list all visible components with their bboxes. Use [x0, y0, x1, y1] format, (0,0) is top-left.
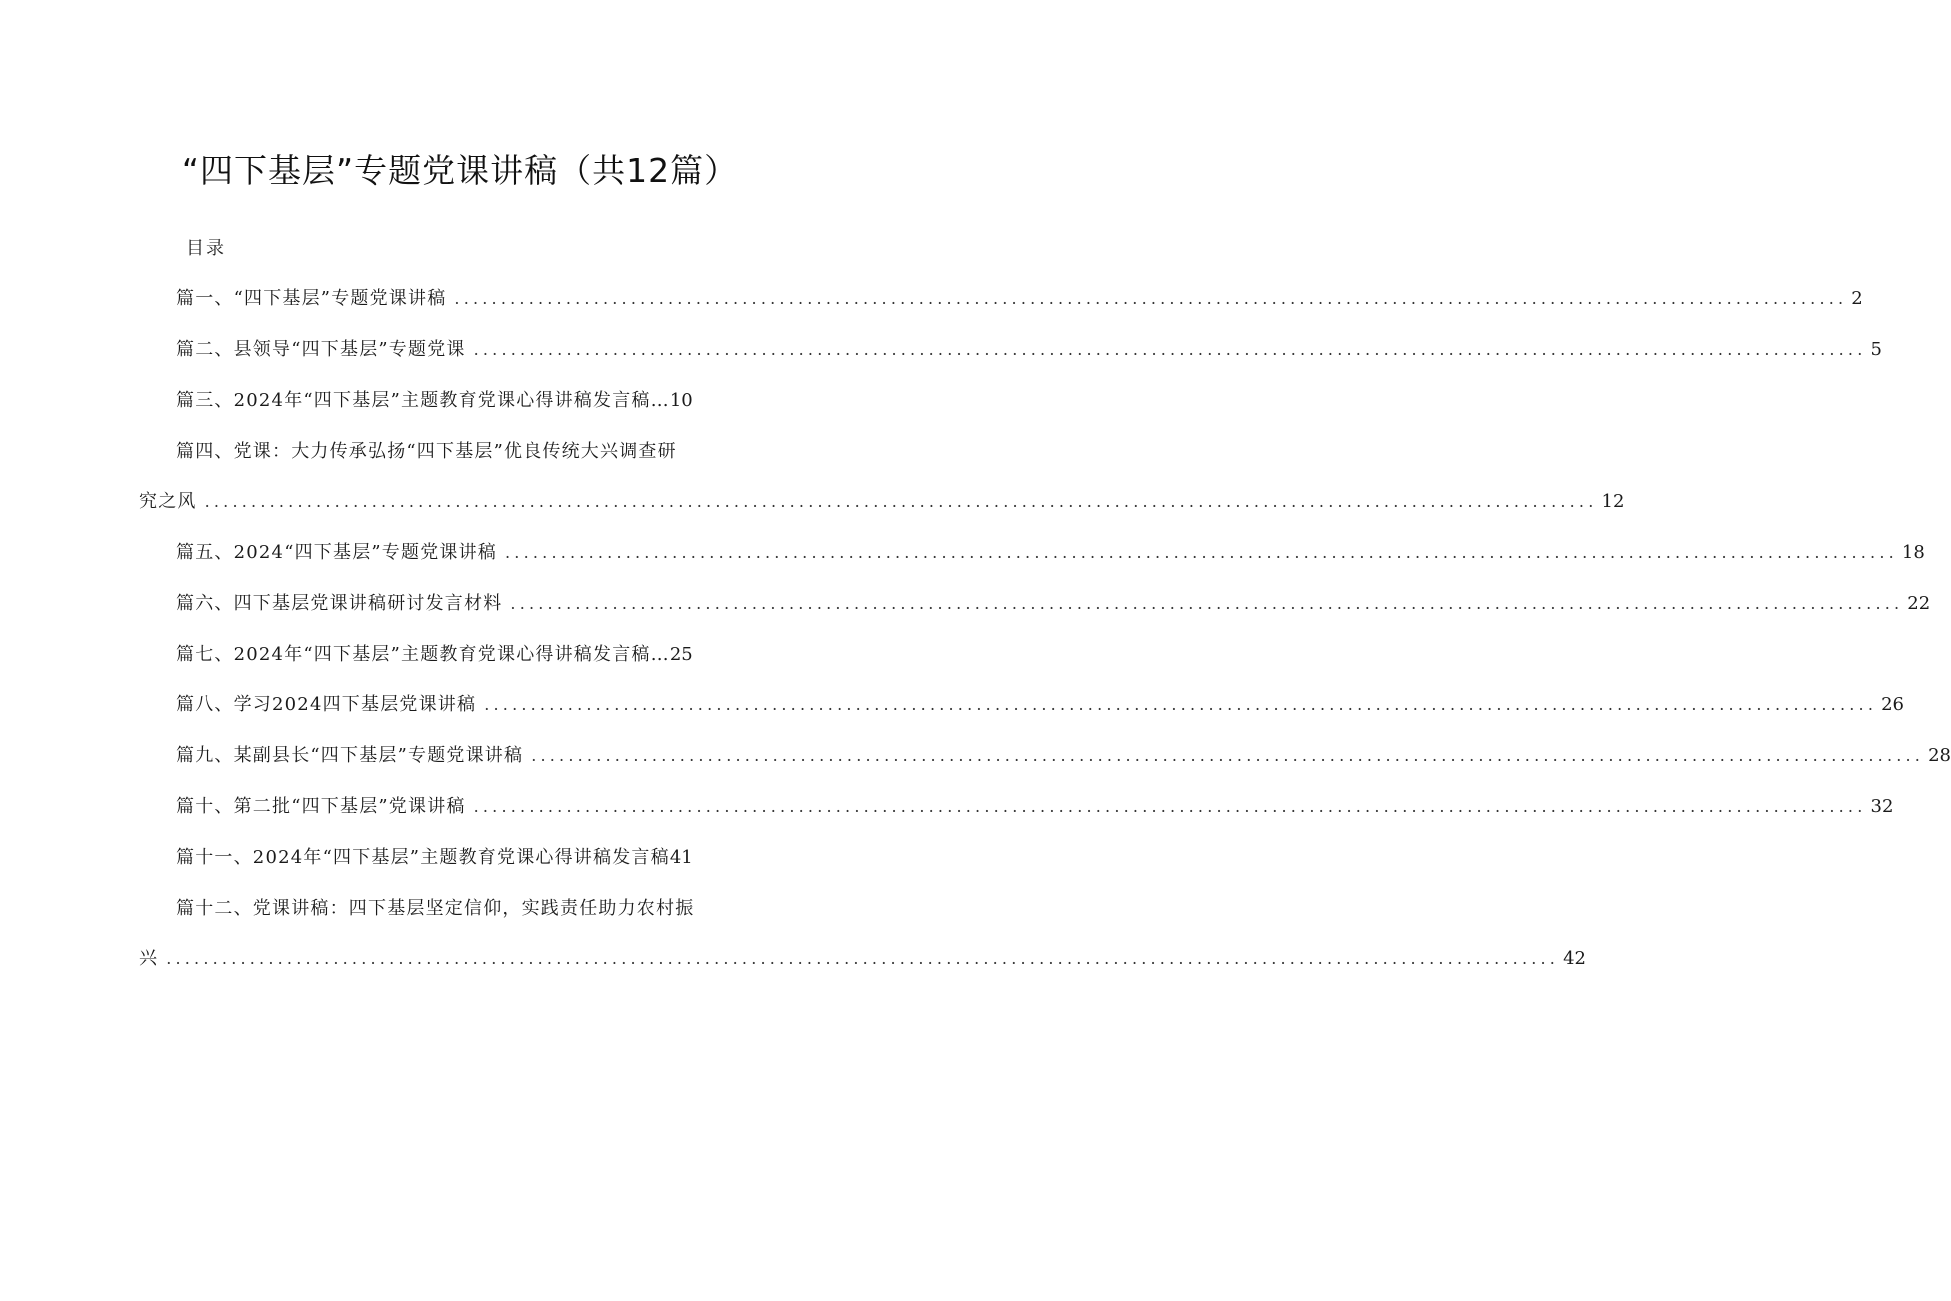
toc-entry-page: 5 [1870, 339, 1882, 360]
toc-entry[interactable] [176, 540, 1925, 566]
toc-entry-title: 篇一、“四下基层”专题党课讲稿 [176, 288, 447, 309]
toc-leader-dots: ...................................................................................................................................................... [505, 543, 1898, 562]
toc-entry-page: 28 [1928, 745, 1951, 766]
toc-leader-dots: ...................................................................................................................................................... [473, 797, 1867, 816]
toc-entry-page: 2 [1851, 288, 1863, 309]
toc-entry-page: 32 [1870, 796, 1894, 817]
toc-entry-title: 兴 [139, 948, 159, 969]
toc-entry-title: 篇九、某副县长“四下基层”专题党课讲稿 [176, 745, 524, 766]
toc-entry[interactable] [176, 388, 693, 414]
toc-entry-title: 篇五、2024“四下基层”专题党课讲稿 [176, 542, 498, 563]
toc-entry-title-line1[interactable]: 篇十二、党课讲稿：四下基层坚定信仰，实践责任助力农村振 [176, 898, 695, 919]
toc-entry-page: 26 [1881, 694, 1905, 715]
toc-entry[interactable] [176, 337, 1882, 363]
toc-entry[interactable] [176, 642, 693, 668]
toc-heading: 目录 [186, 238, 226, 259]
toc-entry-page: 18 [1901, 542, 1925, 563]
toc-entry-title: 究之风 [139, 491, 197, 512]
toc-entry-page: 10 [669, 390, 693, 411]
toc-entry[interactable] [139, 946, 1586, 972]
toc-entry[interactable] [176, 286, 1863, 312]
toc-entry-title: 篇十一、2024年“四下基层”主题教育党课心得讲稿发言稿 [176, 847, 670, 868]
toc-entry-page: 12 [1601, 491, 1625, 512]
toc-leader-dots: ...................................................................................................................................................... [531, 746, 1925, 765]
toc-entry-page: 41 [669, 847, 693, 868]
toc-leader-dots: ...................................................................................................................................................... [204, 492, 1598, 511]
toc-entry-title: 篇六、四下基层党课讲稿研讨发言材料 [176, 593, 503, 614]
toc-entry[interactable] [176, 591, 1931, 617]
toc-entry-title: 篇八、学习2024四下基层党课讲稿 [176, 694, 477, 715]
toc-entry[interactable] [176, 794, 1894, 820]
toc-entry-title: 篇三、2024年“四下基层”主题教育党课心得讲稿发言稿… [176, 390, 670, 411]
toc-leader-dots: ...................................................................................................................................................... [454, 289, 1848, 308]
toc-entry-title: 篇十、第二批“四下基层”党课讲稿 [176, 796, 466, 817]
toc-entry[interactable] [176, 845, 693, 871]
toc-entry[interactable] [176, 692, 1905, 718]
toc-entry[interactable] [139, 489, 1625, 515]
toc-entry-page: 42 [1563, 948, 1586, 969]
toc-entry-page: 22 [1907, 593, 1931, 614]
toc-leader-dots: ...................................................................................................................................................... [473, 340, 1867, 359]
toc-entry-title-line1[interactable]: 篇四、党课：大力传承弘扬“四下基层”优良传统大兴调查研 [176, 441, 677, 462]
toc-leader-dots: ...................................................................................................................................................... [484, 695, 1878, 714]
toc-entry-title: 篇二、县领导“四下基层”专题党课 [176, 339, 466, 360]
toc-entry-title: 篇七、2024年“四下基层”主题教育党课心得讲稿发言稿… [176, 644, 670, 665]
toc-entry-page: 25 [669, 644, 693, 665]
toc-entry[interactable] [176, 743, 1951, 769]
toc-leader-dots: ...................................................................................................................................................... [166, 949, 1560, 968]
toc-leader-dots: ...................................................................................................................................................... [510, 594, 1904, 613]
document-title: “四下基层”专题党课讲稿（共12篇） [181, 151, 739, 190]
